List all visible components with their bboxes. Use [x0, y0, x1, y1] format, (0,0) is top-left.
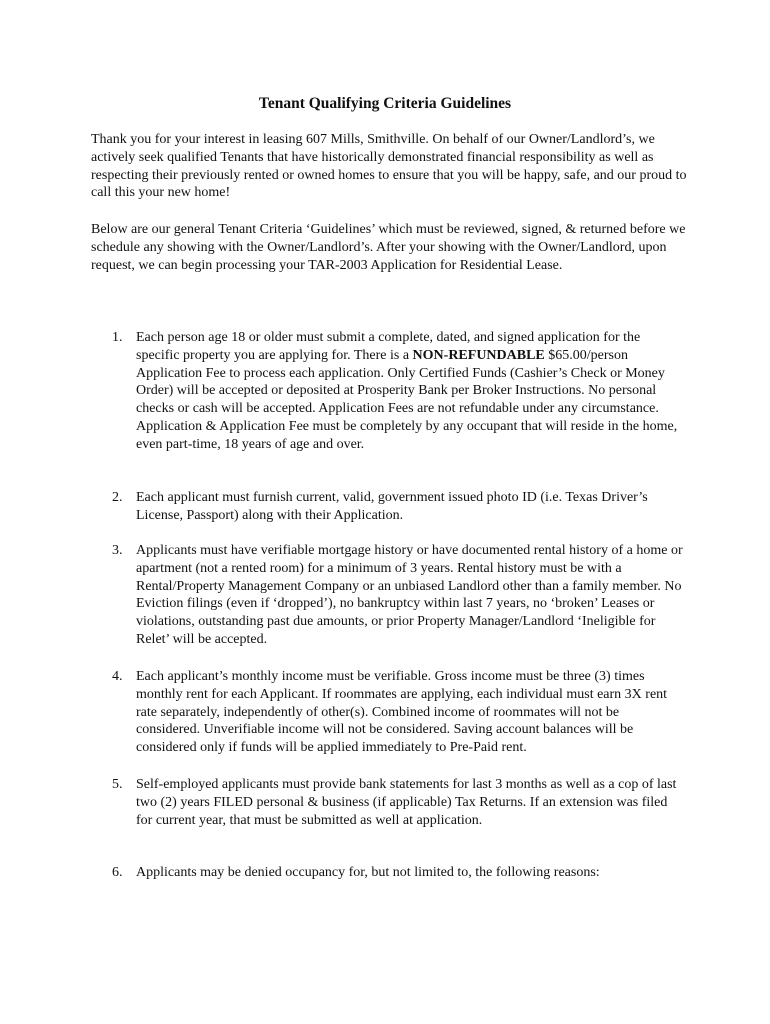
item-number: 6. — [112, 865, 123, 880]
non-refundable-emphasis: NON-REFUNDABLE — [412, 347, 545, 363]
item-number: 5. — [112, 777, 123, 792]
intro-paragraph-guidelines: Below are our general Tenant Criteria ‘Guidelines’ which must be reviewed, signed, & returned before we schedule any showing with the Owner/Landlord’s. After your showing with the Owner/Landlord, upon request, we can begin processing your TAR-2003 Application for Residential Lease. — [91, 222, 686, 273]
criteria-item-application-fee — [112, 329, 692, 454]
intro-paragraph-welcome: Thank you for your interest in leasing 607 Mills, Smithville. On behalf of our Owner/Landlord’s, we actively seek qualified Tenants that have historically demonstrated financial responsibility as well as respecting their previously rented or owned homes to ensure that you will be happy, safe, and our proud to call this your new home! — [91, 132, 687, 201]
item-number: 3. — [112, 543, 123, 558]
item-text: Each applicant must furnish current, valid, government issued photo ID (i.e. Texas Driver’s License, Passport) along with their Application. — [136, 490, 648, 523]
document-title: Tenant Qualifying Criteria Guidelines — [258, 95, 512, 112]
item-text — [136, 329, 686, 454]
criteria-item-income — [112, 668, 692, 757]
item-number: 4. — [112, 669, 123, 684]
item-text: Applicants may be denied occupancy for, but not limited to, the following reasons: — [136, 865, 600, 880]
item-text: Applicants must have verifiable mortgage history or have documented rental history of a home or apartment (not a rented room) for a minimum of 3 years. Rental history must be with a Rental/Property Management Company or an unbiased Landlord other than a family member. No Eviction filings (even if ‘dropped’), no bankruptcy within last 7 years, no ‘broken’ Leases or violations, outstanding past due amounts, or prior Property Manager/Landlord ‘Ineligible for Relet’ will be accepted. — [136, 543, 683, 647]
criteria-item-denial-reasons — [112, 864, 692, 882]
item-number: 1. — [112, 330, 123, 345]
item-text: Each applicant’s monthly income must be verifiable. Gross income must be three (3) times monthly rent for each Applicant. If roommates are applying, each individual must earn 3X rent rate separately, independently of other(s). Combined income of roommates will not be considered. Unverifiable income will not be considered. Saving account balances will be considered only if funds will be applied immediately to Pre-Paid rent. — [136, 669, 668, 756]
criteria-item-rental-history — [112, 542, 692, 649]
item-text: Self-employed applicants must provide bank statements for last 3 months as well as a cop of last two (2) years FILED personal & business (if applicable) Tax Returns. If an extension was filed for current year, that must be submitted as well at application. — [136, 777, 677, 828]
item-number: 2. — [112, 490, 123, 505]
criteria-item-self-employed — [112, 776, 692, 829]
item-text-part: $65.00/person Application Fee to process each application. Only Certified Funds (Cashier’s Check or Money Order) will be accepted or deposited at Prosperity Bank per Broker Instructions. No personal checks or cash will be accepted. Application Fees are not refundable under any circumstance. Application & Application Fee must be completely by any occupant that will reside in the home, even part-time, 18 years of age and over. — [136, 347, 678, 452]
item-text-part: Each person age 18 or older must submit a complete, dated, and signed application for the specific property you are applying for. There is a — [136, 330, 641, 363]
criteria-item-photo-id — [112, 489, 692, 525]
